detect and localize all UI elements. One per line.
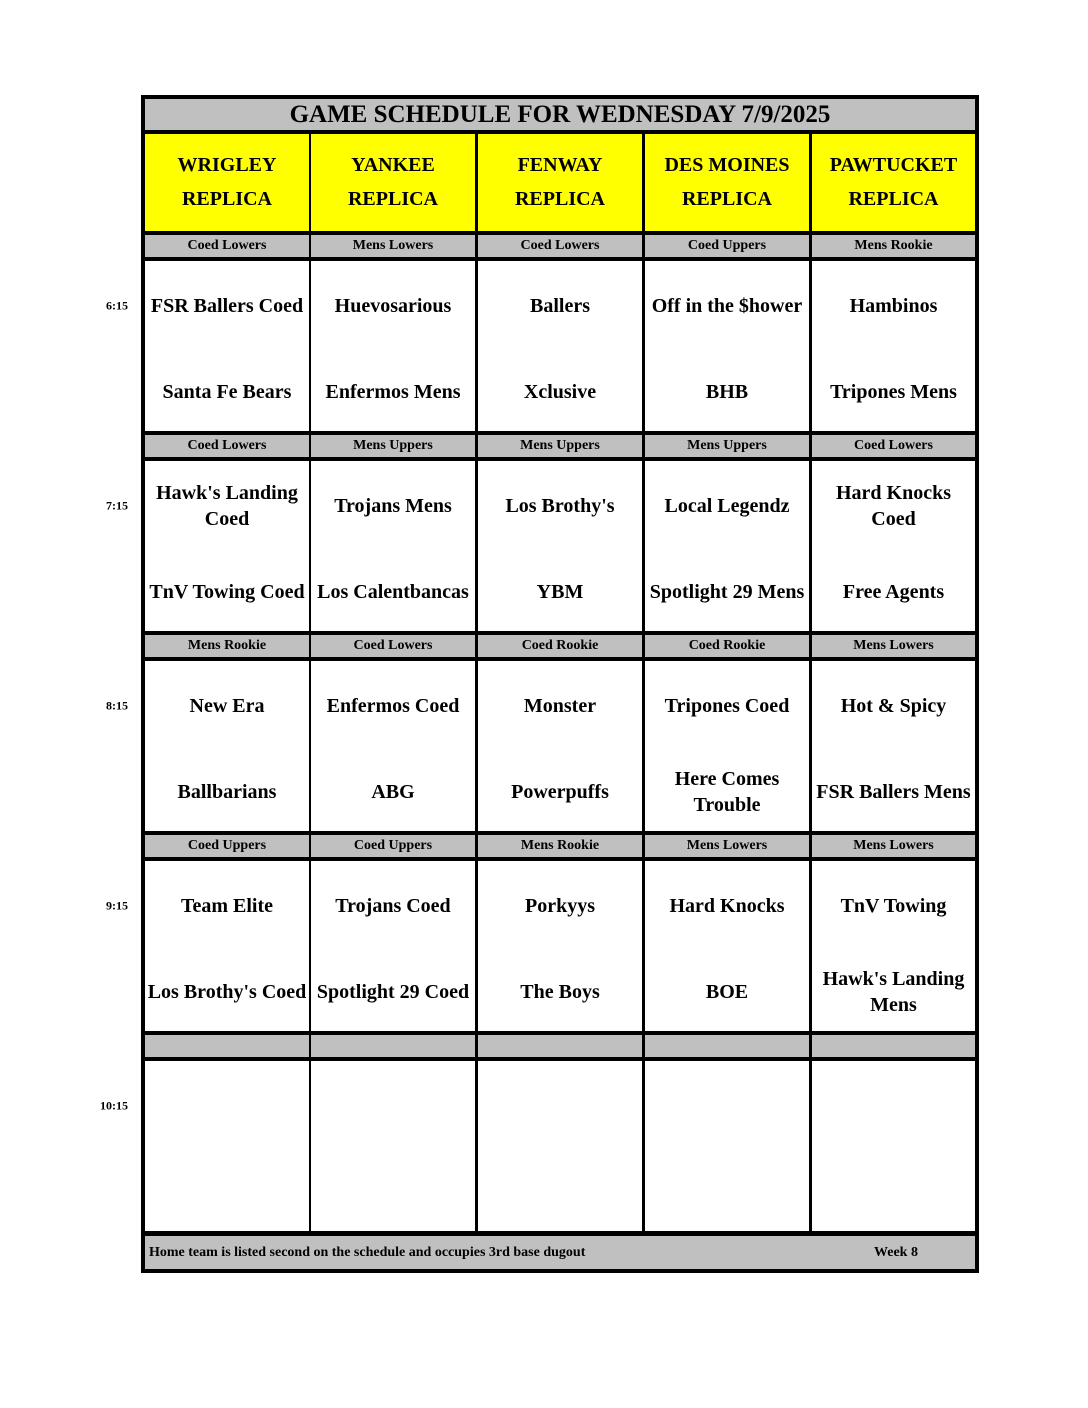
time-label: 9:15	[106, 898, 128, 913]
field-subtitle: REPLICA	[514, 188, 605, 211]
game-cell	[311, 1061, 475, 1231]
time-label: 8:15	[106, 698, 128, 713]
away-team: Monster	[523, 695, 597, 717]
field-name: WRIGLEY	[177, 153, 277, 176]
home-team: BOE	[705, 981, 749, 1003]
game-cell	[478, 461, 642, 631]
division-label: Coed Lowers	[145, 435, 309, 457]
division-label: Mens Rookie	[478, 835, 642, 857]
game-cell	[812, 1061, 975, 1231]
division-label	[478, 1035, 642, 1057]
game-cell	[645, 461, 809, 631]
division-label	[645, 1035, 809, 1057]
away-team: Team Elite	[180, 895, 274, 917]
time-label: 7:15	[106, 498, 128, 513]
schedule-table	[141, 95, 979, 1273]
field-name: FENWAY	[517, 153, 603, 176]
away-team: Los Brothy's	[505, 495, 615, 517]
away-team: Hard Knocks	[669, 895, 785, 917]
field-header-0	[145, 134, 309, 231]
away-team: Hard Knocks Coed	[835, 482, 952, 530]
division-label: Mens Lowers	[311, 235, 475, 257]
division-label: Coed Lowers	[478, 235, 642, 257]
home-team: Xclusive	[523, 381, 597, 403]
division-label: Mens Lowers	[812, 835, 975, 857]
division-label: Coed Lowers	[311, 635, 475, 657]
home-team: Free Agents	[842, 581, 945, 603]
game-cell	[478, 861, 642, 1031]
division-label: Coed Rookie	[645, 635, 809, 657]
home-team: ABG	[371, 781, 415, 803]
away-team: Hawk's Landing Coed	[156, 482, 298, 530]
away-team: Enfermos Coed	[326, 695, 460, 717]
home-team: Spotlight 29 Coed	[316, 981, 470, 1003]
away-team: Trojans Coed	[335, 895, 451, 917]
home-team: The Boys	[520, 981, 600, 1003]
game-cell	[145, 861, 309, 1031]
footer-bar	[145, 1236, 975, 1269]
field-subtitle: REPLICA	[347, 188, 438, 211]
division-label: Coed Uppers	[311, 835, 475, 857]
footer-note: Home team is listed second on the schedule and occupies 3rd base dugout	[149, 1244, 586, 1260]
game-cell	[311, 261, 475, 431]
division-label: Coed Lowers	[145, 235, 309, 257]
home-team: Los Brothy's Coed	[147, 981, 307, 1003]
division-label: Mens Lowers	[812, 635, 975, 657]
schedule-title: GAME SCHEDULE FOR WEDNESDAY 7/9/2025	[145, 99, 975, 130]
division-label: Coed Rookie	[478, 635, 642, 657]
game-cell	[478, 261, 642, 431]
away-team: Trojans Mens	[334, 495, 452, 517]
division-label	[812, 1035, 975, 1057]
field-subtitle: REPLICA	[848, 188, 939, 211]
home-team: Here Comes Trouble	[674, 768, 780, 816]
field-header-1	[311, 134, 475, 231]
game-cell	[311, 661, 475, 831]
field-name: PAWTUCKET	[829, 153, 958, 176]
home-team: Enfermos Mens	[325, 381, 461, 403]
game-cell	[311, 861, 475, 1031]
division-label: Coed Lowers	[812, 435, 975, 457]
game-cell	[311, 461, 475, 631]
home-team: Santa Fe Bears	[162, 381, 292, 403]
home-team: Los Calentbancas	[317, 581, 469, 603]
field-subtitle: REPLICA	[181, 188, 272, 211]
away-team: Tripones Coed	[664, 695, 790, 717]
division-label: Mens Uppers	[311, 435, 475, 457]
field-name: YANKEE	[351, 153, 435, 176]
home-team: Ballbarians	[177, 781, 277, 803]
home-team: TnV Towing Coed	[149, 581, 305, 603]
division-label: Mens Uppers	[478, 435, 642, 457]
away-team: Local Legendz	[664, 495, 790, 517]
home-team: YBM	[536, 581, 584, 603]
game-cell	[145, 661, 309, 831]
field-header-2	[478, 134, 642, 231]
division-label: Mens Rookie	[812, 235, 975, 257]
home-team: Hawk's Landing Mens	[822, 968, 965, 1016]
field-name: DES MOINES	[664, 153, 790, 176]
game-cell	[145, 461, 309, 631]
away-team: Hot & Spicy	[840, 695, 947, 717]
away-team: New Era	[189, 695, 265, 717]
division-label: Coed Uppers	[145, 835, 309, 857]
division-label: Mens Uppers	[645, 435, 809, 457]
away-team: Hambinos	[849, 295, 938, 317]
time-label: 10:15	[100, 1098, 128, 1113]
game-cell	[812, 261, 975, 431]
field-header-3	[645, 134, 809, 231]
field-header-4	[812, 134, 975, 231]
home-team: Tripones Mens	[830, 381, 957, 403]
week-label: Week 8	[874, 1244, 918, 1260]
game-cell	[645, 1061, 809, 1231]
home-team: Spotlight 29 Mens	[649, 581, 805, 603]
away-team: Ballers	[530, 295, 590, 317]
game-cell	[478, 661, 642, 831]
away-team: Huevosarious	[334, 295, 452, 317]
division-label	[145, 1035, 309, 1057]
game-cell	[812, 461, 975, 631]
game-cell	[812, 661, 975, 831]
division-label: Coed Uppers	[645, 235, 809, 257]
home-team: Powerpuffs	[511, 781, 609, 803]
division-label: Mens Rookie	[145, 635, 309, 657]
game-cell	[645, 261, 809, 431]
division-label	[311, 1035, 475, 1057]
home-team: BHB	[705, 381, 749, 403]
division-label: Mens Lowers	[645, 835, 809, 857]
away-team: Porkyys	[525, 895, 595, 917]
game-cell	[812, 861, 975, 1031]
home-team: FSR Ballers Mens	[816, 781, 971, 803]
field-subtitle: REPLICA	[681, 188, 772, 211]
game-cell	[478, 1061, 642, 1231]
game-cell	[645, 861, 809, 1031]
away-team: TnV Towing	[840, 895, 947, 917]
away-team: Off in the $hower	[651, 295, 803, 317]
away-team: FSR Ballers Coed	[150, 295, 304, 317]
game-cell	[645, 661, 809, 831]
game-cell	[145, 1061, 309, 1231]
game-cell	[145, 261, 309, 431]
time-label: 6:15	[106, 298, 128, 313]
